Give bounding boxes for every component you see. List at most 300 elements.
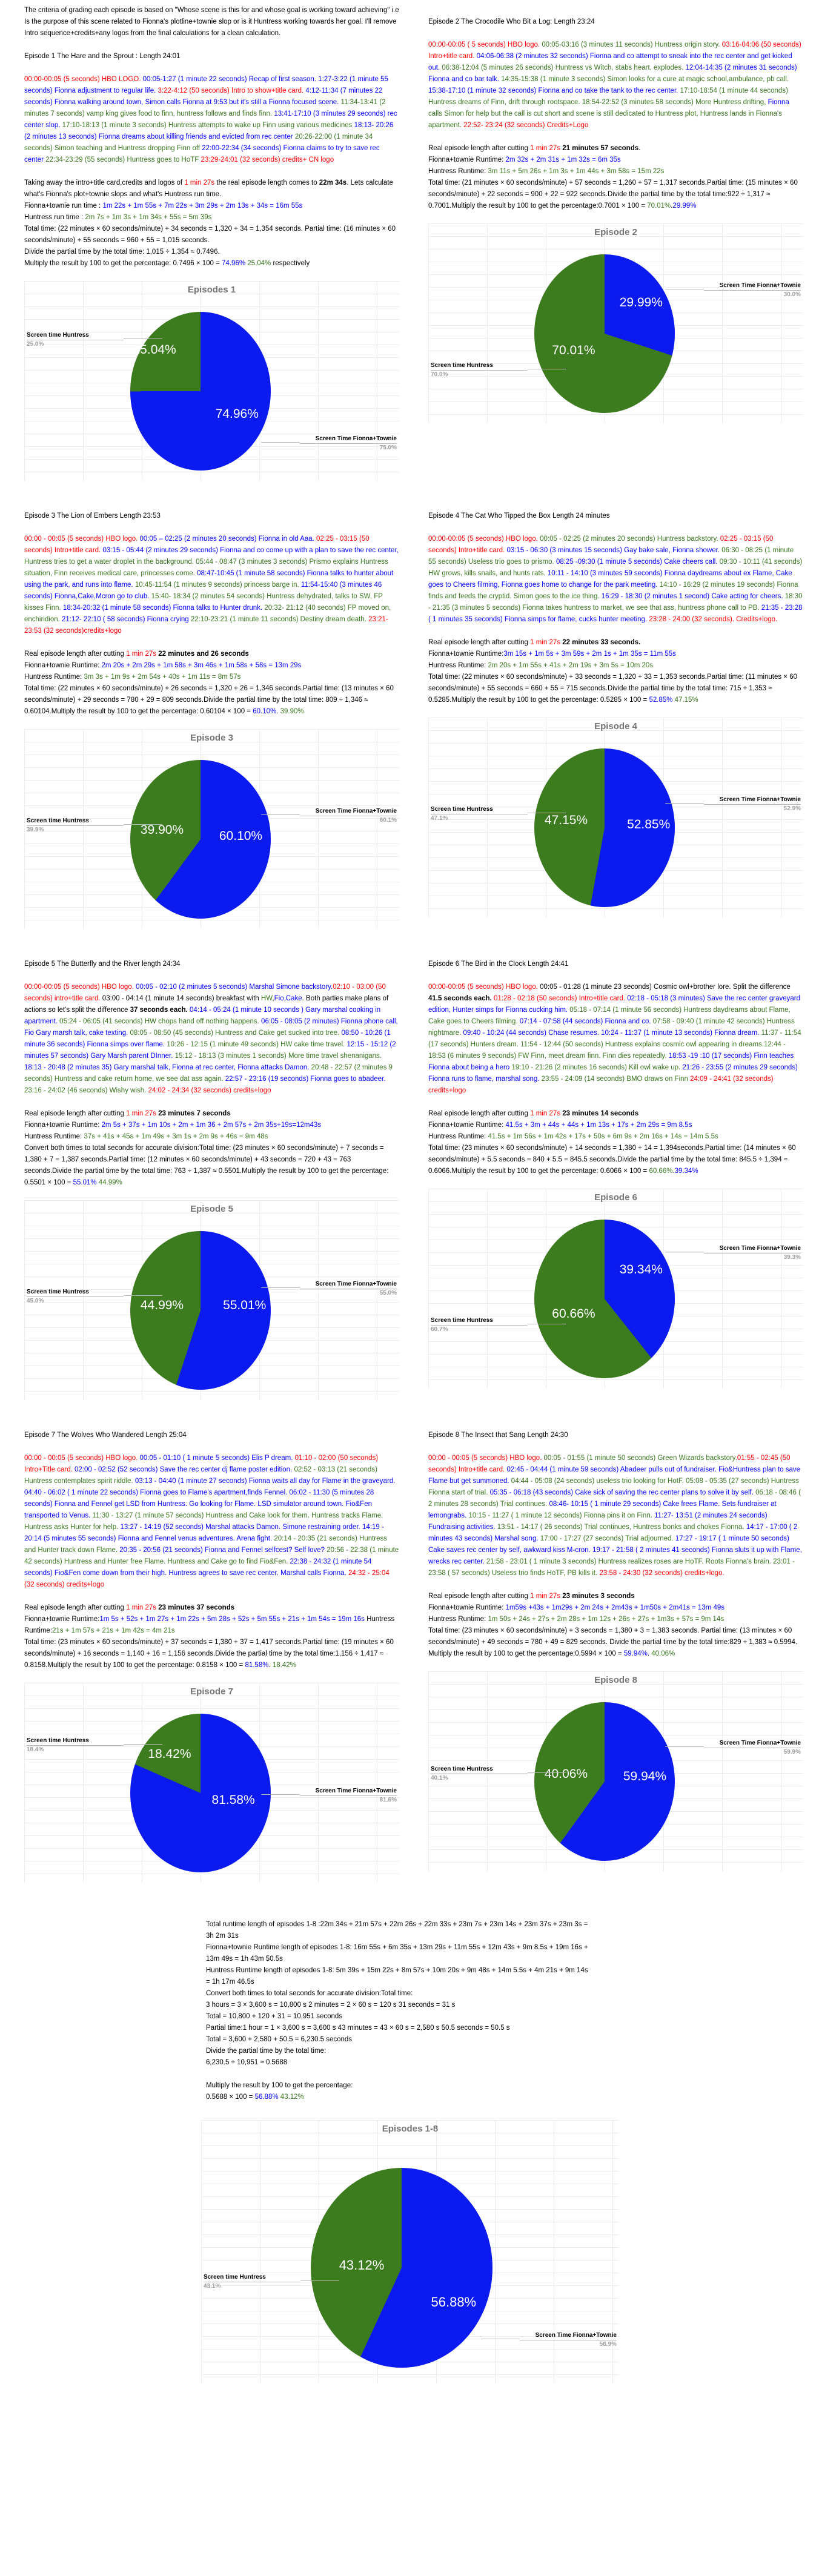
text-segment: 22m 34s (319, 179, 347, 187)
pie-slice-label: 81.58% (211, 1792, 255, 1807)
episode-section (24, 947, 399, 1418)
text-segment: 23 minutes 3 seconds (562, 1593, 635, 1600)
episode-timeline (24, 982, 399, 1097)
callout-percent: 18.4% (27, 1746, 44, 1754)
callout-series-name: Screen time Huntress (431, 362, 528, 371)
text-segment: 10:15 - 11:27 ( 1 minute 12 seconds) Fionna pins it on Finn. (468, 1512, 655, 1519)
text-segment: 00:05-03:16 (3 minutes 11 seconds) Huntress origin story. (542, 41, 722, 48)
text-segment: 08:05 - 08:50 (45 seconds) Huntress and Cake get sucked into tree. (130, 1029, 342, 1037)
chart-callout (431, 1765, 528, 1782)
chart-callout (520, 2331, 617, 2348)
text-segment: 25.04% (247, 260, 271, 267)
totals-line (206, 1965, 594, 1988)
text-segment: 11:34-13:41 (2 minutes 7 seconds) vamp king gives food to finn, huntress follows and finds finn. (24, 99, 386, 117)
text-segment: 60.66% (649, 1167, 673, 1175)
callout-percent: 25.0% (27, 340, 44, 348)
text-segment: 21:12- 22:10 ( 58 seconds) Fionna crying (62, 616, 191, 623)
callout-series-name: Screen time Huntress (431, 805, 528, 814)
text-segment: 1 min 27s (530, 639, 560, 646)
totals-line (206, 2080, 594, 2092)
text-segment: 00:05 – 02:25 (2 minutes 20 seconds) Fionna in old Aaa. (139, 535, 317, 543)
text-segment: Fionna+townie Runtime: (428, 1604, 506, 1611)
totals-section (206, 1919, 594, 2103)
text-segment: 29.99% (672, 202, 697, 210)
text-segment: 06:30 - 08:25 (1 minute 55 seconds) Useless trio goes to prismo. (428, 547, 794, 566)
text-segment: 06:38-12:04 (5 minutes 26 seconds) Huntress vs Witch, stabs heart, explodes. (442, 64, 686, 71)
text-segment: 2m 5s + 37s + 1m 10s + 2m + 1m 36 + 2m 57s + 2m 35s+19s=12m43s (101, 1121, 321, 1129)
chart-callout (27, 817, 124, 834)
chart-callout (300, 1280, 397, 1297)
pie-slice-label: 18.42% (148, 1746, 191, 1761)
callout-series-name: Screen time Huntress (27, 817, 124, 826)
totals-line (206, 1942, 594, 1965)
text-segment: 00:05 - 01:10 ( 1 minute 5 seconds) Elis P dream. (139, 1455, 295, 1462)
text-segment: 41.5s + 3m + 44s + 44s + 1m 13s + 17s + 2m 29s = 9m 8.5s (505, 1121, 692, 1129)
text-segment: 00:00-00:05 ( 5 seconds) HBO logo. (428, 41, 542, 48)
text-segment: 02:52 - 03:13 (21 seconds) Huntress contemplates spirit riddle. (24, 1466, 377, 1485)
text-segment: 14:17 - 17:00 ( 2 minutes 43 seconds) Marshal song. (428, 1524, 798, 1542)
calculation-line (428, 649, 803, 660)
text-segment: 1m 50s + 24s + 27s + 2m 28s + 1m 12s + 26s + 27s + 1m3s + 57s = 9m 14s (488, 1616, 724, 1623)
text-segment: 20:35 - 20:56 (21 seconds) Fionna and Fennel selfcest? Self love? (119, 1547, 327, 1554)
text-segment: 05:18 - 07:14 (1 minute 56 seconds) Huntress daydreams about Flame, Cake goes to Cheers filming. (428, 1006, 791, 1025)
text-segment: 39.90% (280, 708, 304, 715)
chart-callout (300, 807, 397, 824)
calculation-line (24, 177, 399, 200)
episode-timeline (24, 1453, 399, 1591)
text-segment: Fionna+townie run time : (24, 202, 103, 210)
text-segment: Total time: (22 minutes × 60 seconds/minute) + 26 seconds = 1,320 + 26 = 1,346 seconds.Partial time: (13 minutes × 60 seconds/minute) + 29 seconds = 780 + 29 = 809 seconds.Divide the partial time by the total time: 809 ÷ 1,346 ≈ 0.60104.Multiply the result by 100 to get the percentage: 0.60104 × 100 = (24, 685, 394, 715)
calculation-line (428, 1602, 803, 1614)
pie-slice-label: 59.94% (623, 1769, 667, 1783)
text-segment: 23 minutes 7 seconds (158, 1110, 231, 1117)
pie-slice-label: 56.88% (431, 2294, 477, 2310)
callout-series-name: Screen Time Fionna+Townie (300, 1787, 397, 1796)
totals-line (206, 2092, 594, 2103)
text-segment: 10:11 - 14:10 (3 minutes 59 seconds) Fionna daydreams about ex Flame, Cake goes to Cheers filming, Fionna goes home to change for the park meeting. (428, 570, 792, 589)
callout-series-name: Screen time Huntress (27, 1737, 124, 1746)
calculation-line (428, 166, 803, 177)
text-segment: 2m 20s + 1m 55s + 41s + 2m 19s + 3m 5s = 10m 20s (488, 662, 654, 669)
text-segment: 05:35 - 06:18 (43 seconds) Cake sick of saving the rec center plans to solve it by self. (489, 1489, 756, 1496)
callout-percent: 55.0% (379, 1290, 397, 1296)
totals-line (206, 1988, 594, 2000)
text-segment: 4:12-11:34 (7 minutes 22 seconds) Fionna walking around town, Simon calls Fionna at 9:53 but it's still a Fionna focused scene. (24, 87, 383, 106)
callout-series-name: Screen time Huntress (431, 1765, 528, 1774)
calculation-line (24, 246, 399, 258)
text-segment: 02:18 - 05:18 (3 minutes) Save the rec center graveyard edition, Hunter simps for Fionna cucking him. (428, 995, 801, 1014)
calculation-line (428, 660, 803, 672)
chart-callout (431, 1316, 528, 1333)
text-segment: 15:38-17:10 (1 minute 32 seconds) Fionna and co take the tank to the rec center. (428, 87, 680, 94)
calculation-line (428, 637, 803, 649)
text-segment: 60.10% (253, 708, 277, 715)
text-segment: 08:50 - 10:26 (1 minute 36 seconds) Fionna simps over flame. (24, 1029, 391, 1048)
text-segment: Huntress Runtime: (428, 662, 488, 669)
text-segment: 00:05 - 01:55 (1 minute 50 seconds) Green Wizards backstory. (543, 1455, 737, 1462)
callout-percent: 56.9% (599, 2340, 617, 2348)
calculation-line (24, 1143, 399, 1189)
text-segment: 18:13- 20:26 (2 minutes 13 seconds) Fionna dreams about killing friends and evicted from rec center (24, 122, 394, 140)
chart-title: Episodes 1 (187, 285, 236, 295)
text-segment: 03:13 - 04:40 (1 minute 27 seconds) Fionna waits all day for Flame in the graveyard. 04:40 - 06:02 ( 1 minute 22 seconds) Fionna goes to Flame's apartment,finds Fennel. 06:02 - 11:30 (5 minutes 28 seconds) Fionna and Fennel get LSD from Huntress. Go looking for Flame. LSD simulator around town. Fio&Fen transported to Venus. (24, 1478, 396, 1519)
pie-slice-label: 70.01% (552, 343, 595, 357)
totals-line (206, 2000, 594, 2011)
chart-title: Episode 7 (190, 1686, 233, 1697)
pie-slice-label: 60.10% (219, 829, 263, 843)
text-segment: Fionna+townie Runtime: (24, 1616, 100, 1623)
text-segment: 13:51 - 14:17 ( 26 seconds) Trial continues, Huntress bonks and chokes Fionna. (497, 1524, 746, 1531)
text-segment: 11:54-15:40 (3 minutes 46 seconds) Fionna,Cake,Mcron go to club. (24, 581, 382, 600)
text-segment: 02:10 - 03:00 (50 seconds) intro+title card. (24, 983, 386, 1002)
text-segment: 02:00 - 02:52 (52 seconds) Save the rec center dj flame poster edition. (74, 1466, 294, 1473)
text-segment: 12:15 - 15:12 (2 minutes 57 seconds) Gary Marsh parent DInner. (24, 1041, 396, 1060)
pie-chart (24, 1200, 399, 1400)
pie-chart (428, 1189, 803, 1389)
text-segment: Huntress run time : (24, 214, 85, 221)
text-segment: 44.99% (98, 1179, 122, 1186)
text-segment: Total time: (22 minutes × 60 seconds/minute) + 33 seconds = 1,320 + 33 = 1,353 seconds.Partial time: (11 minutes × 60 seconds/minute) + 55 seconds = 660 + 55 = 715 seconds.Divide the partial time by the total time: 715 ÷ 1,353 ≈ 0.5285.Multiply the result by 100 to get the percentage: 0.5285 × 100 = (428, 673, 798, 704)
text-segment: 0.5688 × 100 = (206, 2093, 255, 2101)
text-segment: 02:25 - 03:15 (50 seconds) Intro+title card. (428, 535, 774, 554)
text-segment: . (647, 1650, 652, 1657)
calculation-line (24, 1602, 399, 1614)
chart-callout (704, 282, 801, 299)
text-segment: 18:53 -19 :10 (17 seconds) Finn teaches Fionna about being a hero (428, 1052, 794, 1071)
text-segment: 05:24 - 06:05 (41 seconds) HW chops hand off nothing happens. (59, 1018, 262, 1025)
text-segment: 01:55 - 02:45 (50 seconds) Intro+title card. (428, 1455, 791, 1473)
episode-section (24, 499, 399, 947)
text-segment: 1 min 27s (530, 1593, 560, 1600)
pie-graphic (534, 1220, 675, 1378)
chart-callout (704, 796, 801, 813)
text-segment: . Both parties make plans of actions so let's split the difference (24, 995, 389, 1014)
pie-slice-label: 55.01% (223, 1298, 267, 1312)
callout-series-name: Screen time Huntress (204, 2273, 300, 2282)
text-segment: , (272, 995, 274, 1002)
text-segment: 43.12% (280, 2093, 304, 2101)
episode-calculation (428, 637, 803, 706)
text-segment: 06:18 - 08:46 ( 2 minutes 28 seconds) Trial continues. (428, 1489, 801, 1508)
callout-percent: 45.0% (27, 1298, 44, 1305)
text-segment: . (276, 708, 280, 715)
callout-percent: 60.1% (379, 816, 397, 824)
text-segment: the real episode length comes to (214, 179, 319, 187)
text-segment: 22:00-22:34 (34 seconds) Fionna claims to try to save rec center (24, 145, 380, 163)
text-segment: 10:45-11:54 (1 minutes 9 seconds) princess barge in. (134, 581, 301, 589)
text-segment: Total = 10,800 + 120 + 31 = 10,951 seconds (206, 2013, 343, 2020)
calculation-line (24, 672, 399, 683)
callout-percent: 81.6% (379, 1796, 397, 1803)
text-segment: 04:44 - 05:08 (24 seconds) useless trio looking for HotF. 05:08 - 05:35 (27 seconds) Huntress Fionna start of trial. (428, 1478, 799, 1496)
text-segment: calls Simon for help but the call is cut short and scene is still dedicated to Huntress plot, Huntress lands in Fionna's apartment. (428, 110, 782, 129)
callout-series-name: Screen Time Fionna+Townie (300, 1280, 397, 1289)
pie-chart (24, 729, 399, 929)
pie-slice-label: 44.99% (140, 1298, 184, 1312)
callout-series-name: Screen Time Fionna+Townie (520, 2331, 617, 2340)
text-segment: 1 min 27s (126, 650, 156, 658)
final-chart-section (201, 2120, 619, 2384)
chart-callout (431, 805, 528, 822)
text-segment: 07:14 - 07:58 (44 seconds) Fionna and co. (519, 1018, 653, 1025)
episode-calculation (24, 1602, 399, 1671)
pie-slice-label: 39.90% (140, 823, 184, 837)
text-segment: 15:12 - 18:13 (3 minutes 1 seconds) More time travel shenanigans. (174, 1052, 382, 1060)
chart-callout (704, 1739, 801, 1756)
calculation-line (428, 1131, 803, 1143)
chart-title: Episode 8 (594, 1675, 637, 1685)
text-segment: 6,230.5 ÷ 10,951 ≈ 0.5688 (206, 2059, 288, 2066)
text-segment: Fionna+townie Runtime length of episodes 1-8: 16m 55s + 6m 35s + 13m 29s + 11m 55s + 12m 43s + 9m 8.5s + 19m 16s + 13m 49s = 1h 43m 50.5s (206, 1944, 588, 1963)
calculation-line (428, 1143, 803, 1177)
text-segment: 74.96% (222, 260, 246, 267)
episode-heading: Episode 8 The Insect that Sang Length 24:30 (428, 1432, 568, 1439)
calculation-line (24, 258, 399, 269)
episode-heading: Episode 7 The Wolves Who Wandered Length 25:04 (24, 1432, 187, 1439)
text-segment: 23:58 - 24:30 (32 seconds) credits+logo. (599, 1570, 724, 1577)
text-segment: 00:05 - 02:10 (2 minutes 5 seconds) Marshal Simone backstory. (136, 983, 333, 991)
text-segment: 00:05 - 01:28 (1 minute 23 seconds) Cosmic owl+brother lore. Split the difference (540, 983, 791, 991)
text-segment: Huntress Runtime: (428, 168, 488, 175)
callout-series-name: Screen Time Fionna+Townie (300, 435, 397, 444)
text-segment: 03:15 - 05:44 (2 minutes 29 seconds) Fionna and co come up with a plan to save the rec center, (102, 547, 399, 554)
pie-slice-label: 74.96% (215, 406, 259, 421)
calculation-line (428, 1625, 803, 1660)
text-segment: . Lets calculate what's Fionna's plot+townie slops and what's Huntress run time. (24, 179, 393, 198)
callout-series-name: Screen Time Fionna+Townie (704, 796, 801, 805)
calculation-line (24, 200, 399, 212)
text-segment: Total time: (21 minutes × 60 seconds/minute) + 57 seconds = 1,260 + 57 = 1,317 seconds.Partial time: (15 minutes × 60 seconds/minute) + 22 seconds = 900 + 22 = 922 seconds.Divide the partial time by the total time:922 ÷ 1,317 ≈ 0.7001.Multiply the result by 100 to get the percentage:0.7001 × 100 = (428, 179, 798, 210)
text-segment: 16:29 - 18:30 (2 minutes 1 second) Cake acting for cheers. (601, 593, 785, 600)
text-segment: 1 min 27s (530, 1110, 560, 1117)
text-segment: Taking away the intro+title card,credits and logos of (24, 179, 185, 187)
calculation-line (428, 1614, 803, 1625)
intro-paragraph: The criteria of grading each episode is based on "Whose scene is this for and whose goal is working toward achieving" i.e Is the purpose of this scene related to Fionna's plotline+townie slop or is it Huntress working towards her goal. I'll remove Intro sequence+credits+any logos from the final calculations for a clean calculation. (24, 7, 399, 37)
pie-slice-label: 40.06% (544, 1767, 588, 1782)
text-segment: Real episode length after cutting (24, 1604, 127, 1611)
episode-calculation (24, 177, 399, 269)
episode-calculation (24, 649, 399, 718)
text-segment: Huntress Runtime: (428, 1616, 488, 1623)
text-segment: 2m 32s + 2m 31s + 1m 32s = 6m 35s (505, 156, 621, 163)
episode-heading: Episode 3 The Lion of Embers Length 23:53 (24, 512, 161, 520)
text-segment: 3m 15s + 1m 5s + 3m 59s + 2m 1s + 1m 35s = 11m 55s (503, 650, 676, 658)
calculation-line (24, 223, 399, 246)
text-segment: 10:26 - 12:15 (1 minute 49 seconds) HW cake time travel. (167, 1041, 347, 1048)
text-segment: Fionna+townie Runtime: (428, 1121, 506, 1129)
text-segment: 04:06-06:38 (2 minutes 32 seconds) Fionna and co attempt to sneak into the rec center and get kicked out. (428, 53, 792, 71)
text-segment: 39.34% (674, 1167, 698, 1175)
episode-calculation (428, 1108, 803, 1177)
text-segment: 1 min 27s (126, 1110, 156, 1117)
text-segment: HW (260, 995, 273, 1002)
text-segment: Total time: (23 minutes × 60 seconds/minute) + 14 seconds = 1,380 + 14 = 1,394seconds.Partial time: (14 minutes × 60 seconds/minute) + 5.5 seconds = 840 + 5.5 = 845.5 seconds.Divide the partial time by the total time: 845.5 ÷ 1,394 ≈ 0.6066.Multiply the result by 100 to get the percentage: 0.6066 × 100 = (428, 1144, 796, 1175)
callout-percent: 43.1% (204, 2282, 221, 2290)
text-segment: 22:52- 23:24 (32 seconds) Credits+Logo (463, 122, 589, 129)
text-segment: 22 minutes and 26 seconds (158, 650, 249, 658)
text-segment: Huntress Runtime: (24, 1133, 84, 1140)
text-segment: 18:34-20:32 (1 minute 58 seconds) Fionna talks to Hunter drunk. (62, 604, 265, 612)
totals-line (206, 2057, 594, 2069)
text-segment: 13:41-17:10 (3 minutes 29 seconds) rec center slop. (24, 110, 397, 129)
text-segment: Divide the partial time by the total time: (206, 2047, 327, 2055)
episode-heading: Episode 4 The Cat Who Tipped the Box Length 24 minutes (428, 512, 610, 520)
text-segment: 00:00-00:05 (5 seconds) HBO LOGO. (24, 76, 143, 83)
text-segment: 41.5s + 1m 56s + 1m 42s + 17s + 50s + 6m 9s + 2m 16s + 14s = 14m 5.5s (488, 1133, 718, 1140)
chart-callout (431, 362, 528, 378)
text-segment: 41.5 seconds each. (428, 995, 494, 1002)
text-segment: Partial time:1 hour = 1 × 3,600 s = 3,600 s 43 minutes = 43 × 60 s = 2,580 s 50.5 seconds = 50.5 s (206, 2024, 510, 2032)
text-segment: 17:27 - 19:17 ( 1 minute 50 seconds) Cake saves rec center by self, awkward kiss M-cron. 19:17 - 21:58 ( 2 minutes 41 seconds) Fionna sluts it up with Flame, wrecks rec center. (428, 1535, 802, 1565)
callout-percent: 70.0% (431, 371, 448, 378)
chart-callout (27, 1288, 124, 1305)
text-segment: 52.85% (649, 696, 673, 704)
callout-series-name: Screen time Huntress (431, 1316, 528, 1326)
text-segment: 22:57 - 23:16 (19 seconds) Fionna goes to abadeer. (225, 1075, 386, 1083)
text-segment: 1m59s +43s + 1m29s + 2m 24s + 2m43s + 1m50s + 2m41s = 13m 49s (505, 1604, 725, 1611)
text-segment: 09:40 - 10:24 (44 seconds) Chase resumes. (463, 1029, 602, 1037)
text-segment: 00:05-1:27 (1 minute 22 seconds) Recap of first season. 1:27-3:22 (1 minute 55 seconds) Fionna adjustment to regular life. (24, 76, 388, 94)
episode-section (428, 499, 803, 936)
callout-percent: 47.1% (431, 815, 448, 822)
text-segment: Fionna+townie Runtime: (24, 662, 102, 669)
pie-slice-label: 47.15% (544, 813, 588, 828)
calculation-line (428, 177, 803, 212)
text-segment: 08:25 -09:30 (1 minute 5 seconds) Cake cheers call. (555, 558, 720, 566)
text-segment: Real episode length after cutting (24, 650, 127, 658)
text-segment: 00:00 - 00:05 (5 seconds) HBO logo. (428, 1455, 544, 1462)
episode-section (24, 1418, 399, 1901)
text-segment: 20:56 - 22:38 (1 minute 42 seconds) Huntress and Hunter free Flame. Huntress and Cake go to find Fio&Fen. (24, 1547, 399, 1565)
episode-section (428, 1418, 803, 1889)
text-segment: Huntress Runtime: (24, 1616, 395, 1634)
episode-heading: Episode 5 The Butterfly and the River length 24:34 (24, 960, 181, 968)
text-segment: 23:29-24:01 (32 seconds) credits+ CN logo (201, 156, 334, 163)
callout-percent: 59.9% (783, 1749, 801, 1756)
text-segment: 00:00-00:05 (5 seconds) HBO logo. (428, 983, 540, 991)
text-segment: 21:35 - 23:28 ( 1 minutes 35 seconds) Fionna simps for flame, cucks hunter meeting. (428, 604, 803, 623)
pie-graphic (130, 312, 271, 471)
calculation-line (428, 1108, 803, 1120)
callout-series-name: Screen Time Fionna+Townie (704, 1739, 801, 1748)
calculation-line (428, 1591, 803, 1602)
text-segment: 00:05 - 02:25 (2 minutes 20 seconds) Huntress backstory. (540, 535, 720, 543)
episode-timeline (428, 533, 803, 626)
text-segment: 19:10 - 21:26 (2 minutes 16 seconds) Kill owl wake up. (511, 1064, 683, 1071)
chart-callout (27, 1737, 124, 1754)
calculation-line (24, 1108, 399, 1120)
text-segment: . (672, 1167, 675, 1175)
calculation-line (428, 672, 803, 706)
callout-percent: 75.0% (379, 444, 397, 452)
callout-series-name: Screen Time Fionna+Townie (300, 807, 397, 816)
text-segment: Total time: (23 minutes × 60 seconds/minute) + 3 seconds = 1,380 + 3 = 1,383 seconds. Partial time: (13 minutes × 60 seconds/minute) + 49 seconds = 780 + 49 = 829 seconds. Divide the partial time by the total time:829 ÷ 1,383 ≈ 0.5994. Multiply the result by 100 to get the percentage:0.5994 × 100 = (428, 1627, 798, 1657)
episode-section (428, 5, 803, 441)
pie-chart (428, 718, 803, 917)
totals-line (206, 2046, 594, 2057)
text-segment: 40.06% (651, 1650, 675, 1657)
text-segment: 55.01% (73, 1179, 97, 1186)
text-segment: Real episode length after cutting (428, 1110, 531, 1117)
chart-title: Episode 6 (594, 1192, 637, 1203)
text-segment: 1 min 27s (126, 1604, 156, 1611)
episode-section (428, 947, 803, 1407)
chart-title: Episode 3 (190, 733, 233, 743)
episode-calculation (428, 1591, 803, 1660)
text-segment: 17:10-18:54 (1 minute 44 seconds) Huntress dreams of Finn, drift through rootspace. 18:54-22:52 (3 minutes 58 seconds) More Huntress drifting, (428, 87, 788, 106)
pie-chart (24, 1683, 399, 1883)
calculation-line (24, 649, 399, 660)
chart-title: Episode 5 (190, 1204, 233, 1214)
text-segment: 10:24 - 11:37 (1 minute 13 seconds) Fionna dream. (601, 1029, 761, 1037)
pie-slice-label: 29.99% (619, 295, 663, 309)
text-segment: 22:38 - 24:32 (1 minute 54 seconds) Fio&Fen come down from their high. Huntress agrees to save rec center. Marshal calls Fionna. (24, 1558, 372, 1577)
text-segment: Fionna (768, 99, 789, 106)
text-segment: Huntress tries to get a water droplet in the background. 05:44 - 08:47 (3 minutes 3 seconds) Prismo explains Huntress situation, Finn receives medical care, princesses come. (24, 558, 388, 577)
totals-line (206, 2011, 594, 2023)
callout-percent: 60.7% (431, 1326, 448, 1333)
chart-title: Episode 4 (594, 721, 637, 732)
pie-slice-label: 60.66% (552, 1306, 595, 1321)
text-segment: 23 minutes 37 seconds (158, 1604, 235, 1611)
pie-chart (201, 2120, 619, 2384)
text-segment: 1m 5s + 52s + 1m 27s + 1m 22s + 5m 28s + 52s + 5m 55s + 21s + 1m 54s = 19m 16s (99, 1616, 365, 1623)
callout-series-name: Screen Time Fionna+Townie (704, 282, 801, 291)
episode-heading: Episode 1 The Hare and the Sprout : Length 24:01 (24, 53, 181, 60)
chart-callout (204, 2273, 300, 2290)
chart-title: Episode 2 (594, 227, 637, 237)
text-segment: Total time: (22 minutes × 60 seconds/minute) + 34 seconds = 1,320 + 34 = 1,354 seconds. Partial time: (16 minutes × 60 seconds/minute) + 55 seconds = 960 + 55 = 1,015 seconds. (24, 225, 396, 244)
episode-section (24, 5, 399, 499)
text-segment: 37s + 41s + 45s + 1m 49s + 3m 1s + 2m 9s + 46s = 9m 48s (84, 1133, 268, 1140)
text-segment: 22:10-23:21 (1 minute 11 seconds) Destiny dream death. (190, 616, 369, 623)
pie-slice-label: 25.04% (133, 343, 176, 357)
text-segment: 18:30 - 21:35 (3 minutes 5 seconds) Fionna takes huntress to market, we see that ass, huntress phone call to PB. (428, 593, 803, 612)
text-segment: 03:00 - 04:14 (1 minute 14 seconds) breakfast with (102, 995, 261, 1002)
calculation-line (24, 1614, 399, 1637)
callout-percent: 30.0% (783, 291, 801, 298)
text-segment: 3 hours = 3 × 3,600 s = 10,800 s 2 minutes = 2 × 60 s = 120 s 31 seconds = 31 s (206, 2001, 456, 2009)
text-segment: Total time: (23 minutes × 60 seconds/minute) + 37 seconds = 1,380 + 37 = 1,417 seconds.Partial time: (19 minutes × 60 seconds/minute) + 16 seconds = 1,140 + 16 = 1,156 seconds.Divide the partial time by the total time:1,156 ÷ 1,417 ≈ 0.8158.Multiply the result by 100 to get the percentage: 0.8158 × 100 = (24, 1639, 394, 1669)
text-segment: 21:26 - 23:55 (2 minutes 29 seconds) Fionna runs to flame, marshal song. (428, 1064, 798, 1083)
text-segment: 1m 22s + 1m 55s + 7m 22s + 3m 29s + 2m 13s + 34s = 16m 55s (102, 202, 303, 210)
text-segment: . (638, 145, 641, 152)
text-segment: 56.88% (254, 2093, 279, 2101)
text-segment: Fionna+townie Runtime: (24, 1121, 102, 1129)
text-segment: respectively (271, 260, 310, 267)
text-segment: Total runtime length of episodes 1-8 :22m 34s + 21m 57s + 22m 26s + 22m 33s + 23m 7s + 23m 14s + 23m 37s + 23m 3s = 3h 2m 31s (206, 1921, 588, 1940)
text-segment: 23:16 - 24:02 (46 seconds) Wishy wish. (24, 1087, 148, 1094)
totals-line (206, 2034, 594, 2046)
text-segment: 20:14 - 20:35 (21 seconds) Huntress and Hunter track down Flame. (24, 1535, 388, 1554)
text-segment: Multiply the result by 100 to get the percentage: (206, 2082, 353, 2089)
calculation-line (428, 1120, 803, 1131)
text-segment: 23:55 - 24:09 (14 seconds) BMO draws on Finn (541, 1075, 691, 1083)
calculation-line (428, 154, 803, 166)
callout-series-name: Screen time Huntress (27, 331, 124, 340)
text-segment: 01:28 - 02:18 (50 seconds) Intro+title card. (494, 995, 628, 1002)
text-segment: 1 min 27s (530, 145, 560, 152)
callout-percent: 52.9% (783, 805, 801, 812)
text-segment: 23 minutes 14 seconds (562, 1110, 639, 1117)
text-segment: 20:48 - 22:57 (2 minutes 9 seconds) Huntress and cake return home, we see dat ass again. (24, 1064, 393, 1083)
episode-timeline (428, 39, 803, 131)
episode-calculation (24, 1108, 399, 1189)
text-segment: Divide the partial time by the total time: 1,015 ÷ 1,354 ≈ 0.7496. (24, 248, 220, 256)
text-segment: 23:28 - 24:00 (32 seconds). Credits+logo. (649, 616, 778, 623)
callout-series-name: Screen Time Fionna+Townie (704, 1244, 801, 1253)
text-segment: 08:47-10:45 (1 minute 58 seconds) Fionna talks to hunter about using the park, and runs into flame. (24, 570, 394, 589)
